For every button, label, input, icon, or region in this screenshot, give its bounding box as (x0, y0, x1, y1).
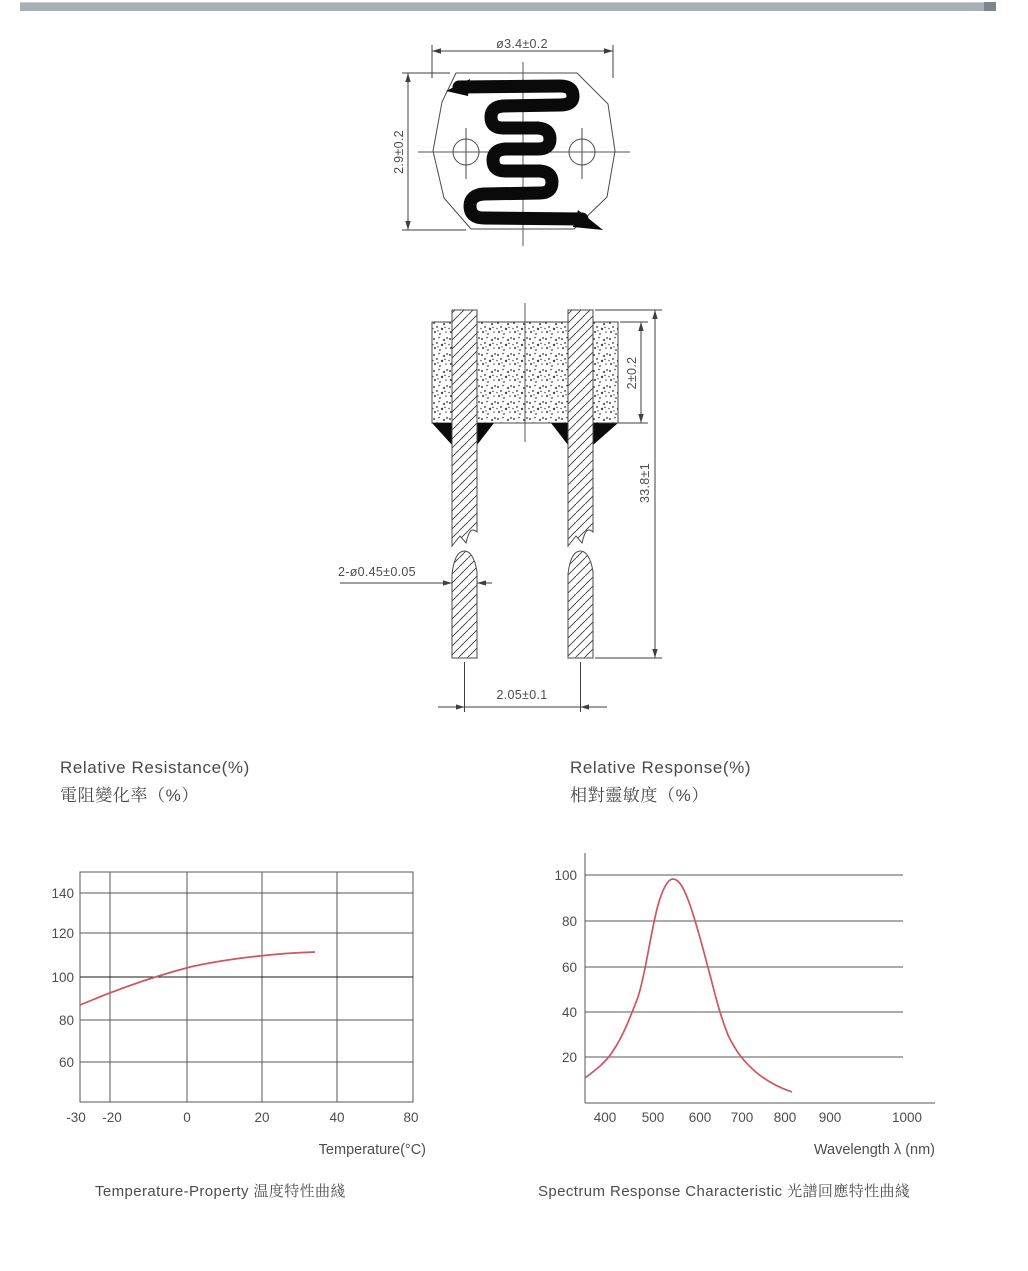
temp-x-tick: 80 (403, 1110, 419, 1125)
lead-right (568, 310, 593, 658)
temp-x-tick: 40 (329, 1110, 345, 1125)
temperature-chart-caption: Temperature-Property 温度特性曲綫 (95, 1183, 346, 1200)
spec-x-tick: 700 (730, 1110, 754, 1125)
spectrum-chart-title-zh: 相對靈敏度（%） (570, 786, 709, 805)
dim-label-ceramic-thickness: 2±0.2 (625, 356, 639, 390)
temp-x-tick: 0 (183, 1110, 191, 1125)
temp-x-tick: 20 (254, 1110, 270, 1125)
response-curve (585, 879, 792, 1092)
resistance-curve (80, 952, 315, 1005)
photoresistor-top-view-drawing (402, 45, 630, 246)
spectrum-chart-caption: Spectrum Response Characteristic 光譜回應特性曲綫 (538, 1183, 911, 1200)
spec-x-tick: 600 (688, 1110, 712, 1125)
temperature-chart-plot (80, 872, 413, 1102)
spec-x-tick: 500 (641, 1110, 665, 1125)
temp-y-tick: 120 (51, 926, 74, 941)
spec-y-tick: 20 (561, 1050, 577, 1065)
spectrum-chart-plot (585, 853, 935, 1103)
temperature-chart-title-zh: 電阻變化率（%） (60, 786, 199, 805)
temp-y-tick: 140 (51, 886, 74, 901)
temp-x-tick: -20 (102, 1110, 122, 1125)
spectrum-chart-title-en: Relative Response(%) (570, 758, 752, 777)
lead-left (452, 310, 477, 658)
dim-label-lead-diameter: 2-ø0.45±0.05 (338, 565, 416, 579)
photoresistor-side-view-drawing (340, 303, 662, 712)
dim-label-diameter: ø3.4±0.2 (496, 37, 548, 51)
temp-y-tick: 100 (51, 970, 74, 985)
spec-y-tick: 100 (554, 868, 577, 883)
temp-y-tick: 80 (58, 1013, 74, 1028)
wavelength-axis-label: Wavelength λ (nm) (813, 1142, 935, 1158)
temperature-chart-title-en: Relative Resistance(%) (60, 758, 250, 777)
spec-x-tick: 400 (593, 1110, 617, 1125)
temp-x-tick: -30 (66, 1110, 86, 1125)
spec-x-tick: 800 (773, 1110, 797, 1125)
spec-y-tick: 40 (561, 1005, 577, 1020)
spec-x-tick: 1000 (891, 1110, 923, 1125)
spec-y-tick: 80 (561, 914, 577, 929)
dim-label-lead-pitch: 2.05±0.1 (496, 688, 548, 702)
spec-x-tick: 900 (818, 1110, 842, 1125)
dim-label-total-length: 33.8±1 (638, 463, 652, 503)
temp-y-tick: 60 (58, 1055, 74, 1070)
temperature-axis-label: Temperature(°C) (318, 1142, 426, 1158)
dimension-lead-pitch (438, 662, 607, 712)
spec-y-tick: 60 (561, 960, 577, 975)
dim-label-body-height: 2.9±0.2 (392, 130, 406, 174)
